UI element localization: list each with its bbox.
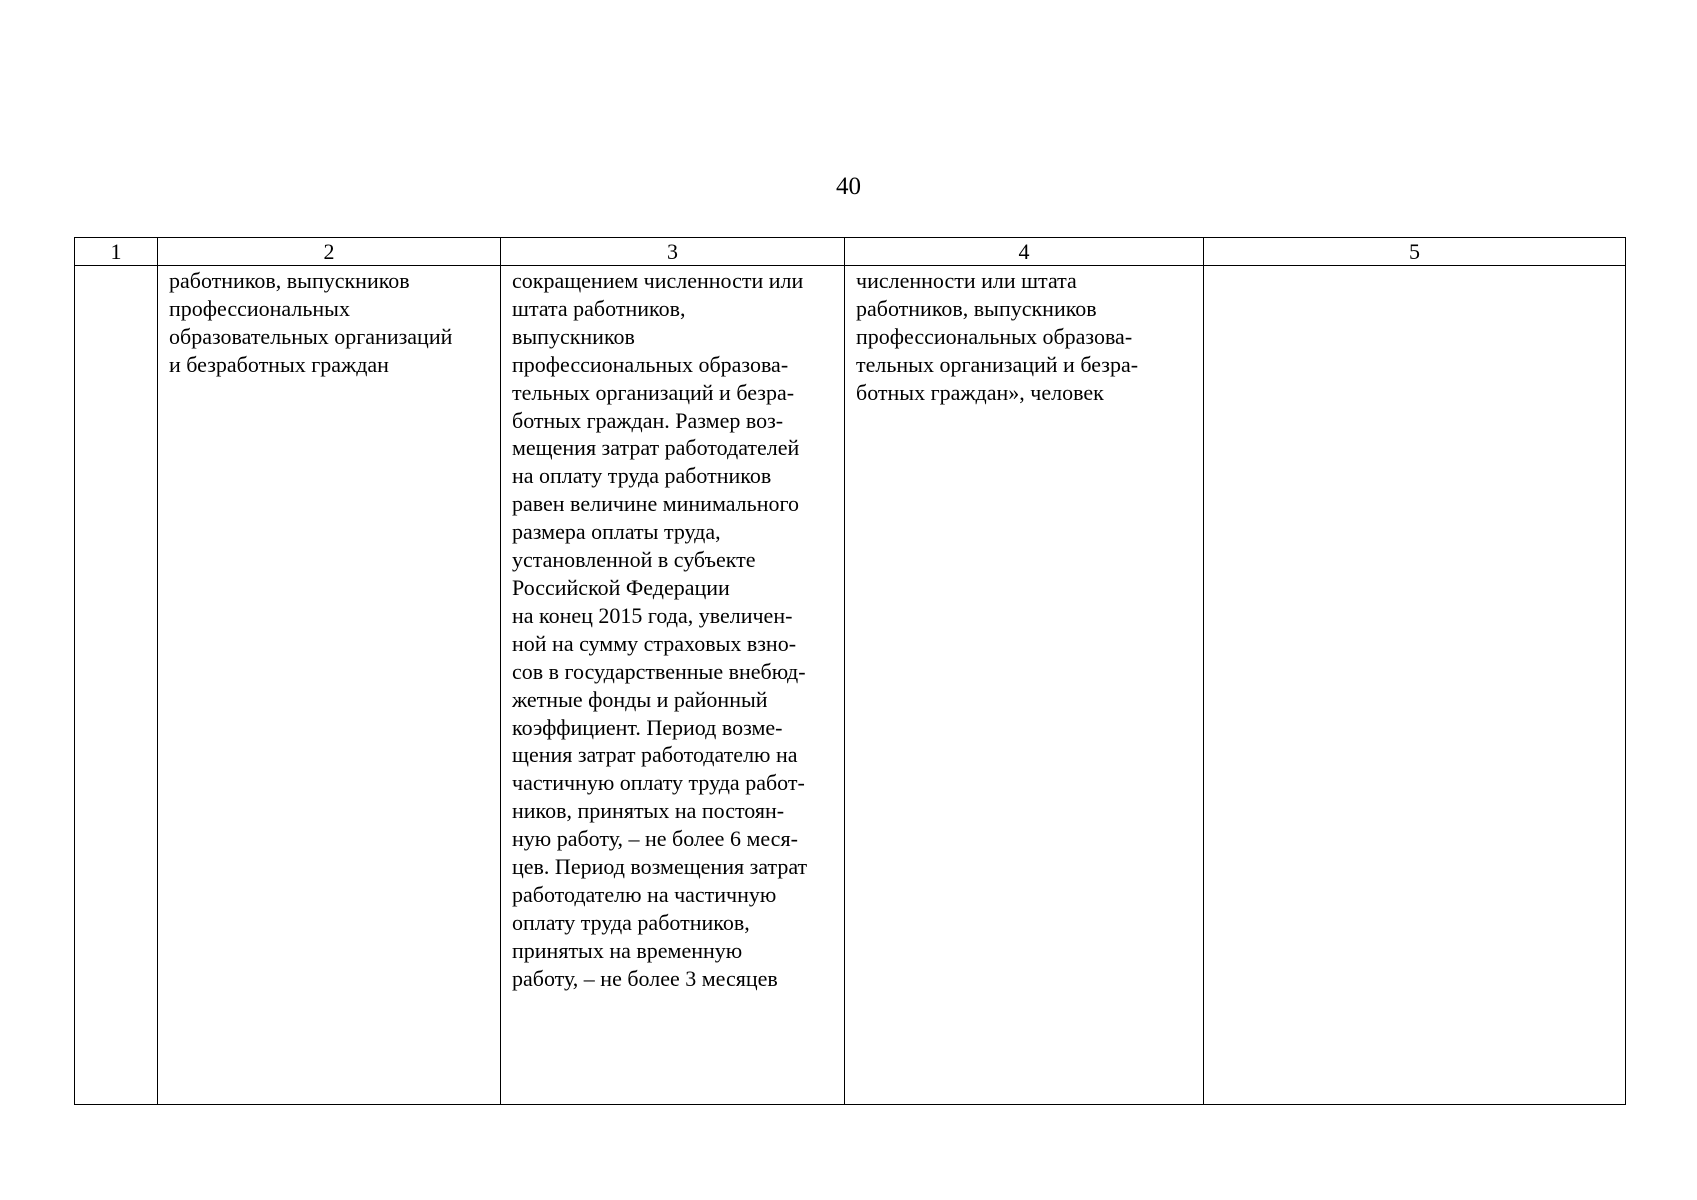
cell-text-line: работников, выпускников xyxy=(856,295,1097,321)
cell-text-line: ную работу, – не более 6 меся- xyxy=(512,826,798,852)
cell-text-line: цев. Период возмещения затрат xyxy=(512,854,808,880)
cell-text-line: профессиональных образова- xyxy=(512,351,789,377)
cell-text-line: численности или штата xyxy=(856,268,1077,293)
cell-text-line: ботных граждан», человек xyxy=(856,379,1104,405)
cell-text-line: тельных организаций и безра- xyxy=(856,351,1139,377)
cell-col-5 xyxy=(1204,266,1626,1105)
cell-text-line: работу, – не более 3 месяцев xyxy=(512,965,778,991)
cell-text-line: щения затрат работодателю на xyxy=(512,742,798,768)
cell-text-line: жетные фонды и районный xyxy=(512,686,768,712)
header-row xyxy=(75,238,1626,266)
cell-text-line: сокращением численности или xyxy=(512,268,804,293)
cell-text-line: профессиональных xyxy=(169,295,350,321)
page-number: 40 xyxy=(836,173,861,200)
cell-text-line: равен величине минимального xyxy=(512,491,799,517)
cell-text-line: установленной в субъекте xyxy=(512,547,756,573)
cell-text-line: на оплату труда работников xyxy=(512,463,772,489)
cell-text-line: штата работников, xyxy=(512,295,686,321)
cell-text-line: ников, принятых на постоян- xyxy=(512,798,785,824)
cell-text-line: на конец 2015 года, увеличен- xyxy=(512,602,793,628)
table-row xyxy=(75,266,1626,1105)
table-body xyxy=(75,266,1626,1105)
cell-text-line: профессиональных образова- xyxy=(856,323,1133,349)
cell-col-2 xyxy=(158,266,501,1105)
cell-text-line: размера оплаты труда, xyxy=(512,519,721,545)
cell-text-line: ной на сумму страховых взно- xyxy=(512,630,797,656)
header-col-1: 1 xyxy=(75,238,158,266)
cell-col-4 xyxy=(845,266,1204,1105)
cell-text-line: выпускников xyxy=(512,323,635,349)
cell-text-line: Российской Федерации xyxy=(512,574,730,600)
header-col-3: 3 xyxy=(501,238,845,266)
cell-text-line: коэффициент. Период возме- xyxy=(512,714,783,740)
cell-text-line: сов в государственные внебюд- xyxy=(512,658,806,684)
cell-text-line: оплату труда работников, xyxy=(512,909,750,935)
cell-text-line: принятых на временную xyxy=(512,937,743,963)
cell-text-line: частичную оплату труда работ- xyxy=(512,770,805,796)
document-table xyxy=(74,237,1626,1105)
cell-text-line: работников, выпускников xyxy=(169,268,410,293)
table-header xyxy=(75,238,1626,266)
header-col-2: 2 xyxy=(158,238,501,266)
cell-text-line: и безработных граждан xyxy=(169,351,389,377)
cell-text-line: образовательных организаций xyxy=(169,323,453,349)
cell-col-3 xyxy=(501,266,845,1105)
cell-text-line: тельных организаций и безра- xyxy=(512,379,795,405)
cell-text-line: мещения затрат работодателей xyxy=(512,435,800,461)
header-col-5: 5 xyxy=(1204,238,1626,266)
cell-col-1 xyxy=(75,266,158,1105)
cell-text-line: ботных граждан. Размер воз- xyxy=(512,407,784,433)
header-col-4: 4 xyxy=(845,238,1204,266)
cell-text-line: работодателю на частичную xyxy=(512,881,777,907)
